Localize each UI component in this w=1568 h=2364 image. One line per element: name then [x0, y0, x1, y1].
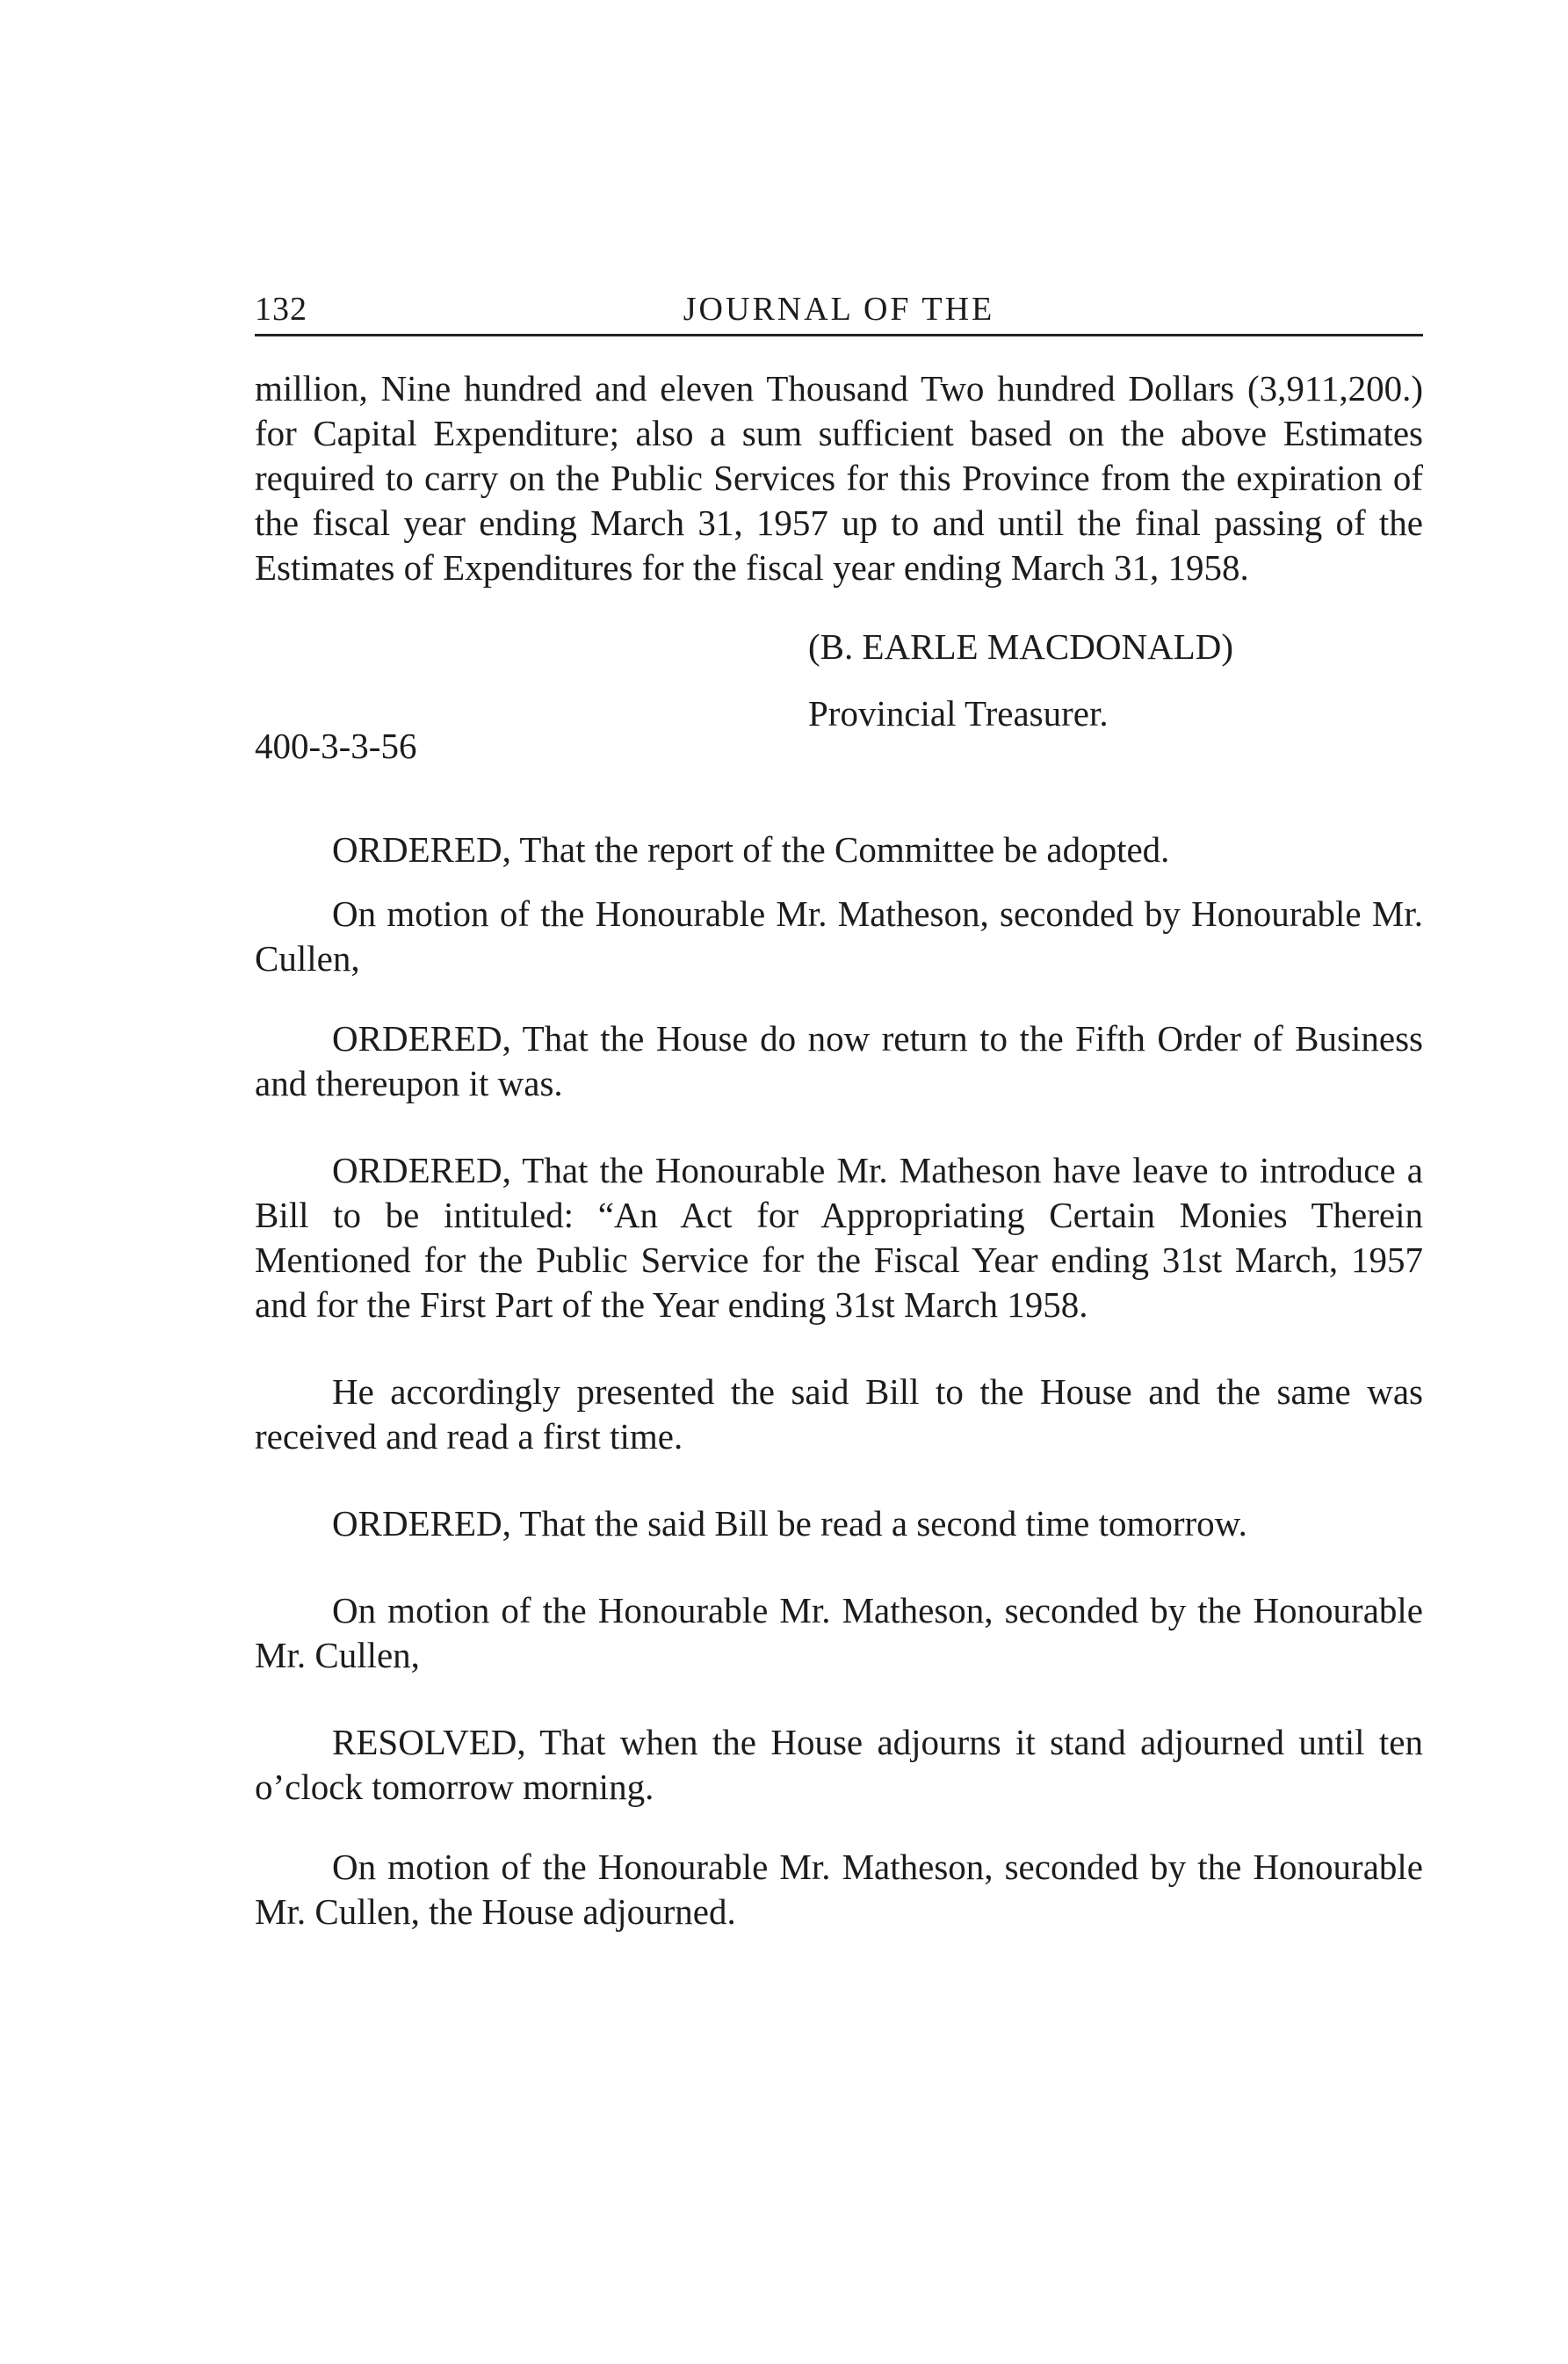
resolution-paragraph: RESOLVED, That when the House adjourns it stand adjourned until ten o’clock tomorrow morning.: [255, 1722, 1423, 1807]
order-paragraph: ORDERED, That the House do now return to the Fifth Order of Business and thereupon it was.: [255, 1018, 1423, 1103]
signature-block: [255, 625, 1423, 792]
statement-paragraph: He accordingly presented the said Bill to the House and the same was received and read a first time.: [255, 1371, 1423, 1457]
page-number: 132: [255, 291, 307, 328]
motion-paragraph: On motion of the Honourable Mr. Matheson, seconded by Honourable Mr. Cullen,: [255, 893, 1423, 979]
order-paragraph: ORDERED, That the said Bill be read a second time tomorrow.: [332, 1503, 1247, 1543]
running-title: JOURNAL OF THE: [683, 291, 995, 328]
running-header: [255, 290, 1423, 336]
order-paragraph: ORDERED, That the report of the Committee be adopted.: [332, 829, 1170, 870]
signature-title: Provincial Treasurer.: [808, 693, 1109, 734]
intro-paragraph: million, Nine hundred and eleven Thousand Two hundred Dollars (3,911,200.) for Capital Expenditure; also a sum sufficient based on the above Estimates required to carry on the Public Services for this Province from the expiration of the fiscal year ending March 31, 1957 up to and until the final passing of the Estimates of Expenditures for the fiscal year ending March 31, 1958.: [255, 368, 1423, 588]
journal-page: [255, 290, 1423, 1934]
motion-paragraph: On motion of the Honourable Mr. Matheson, seconded by the Honourable Mr. Cullen,: [255, 1590, 1423, 1675]
reference-number: 400-3-3-56: [255, 726, 417, 766]
signature-name: (B. EARLE MACDONALD): [808, 626, 1233, 667]
order-paragraph: ORDERED, That the Honourable Mr. Matheson have leave to introduce a Bill to be intituled: “An Act for Appropriating Certain Monies Therein Mentioned for the Public Service for the Fiscal Year ending 31st March, 1957 and for the First Part of the Year ending 31st March 1958.: [255, 1150, 1423, 1325]
motion-paragraph: On motion of the Honourable Mr. Matheson, seconded by the Honourable Mr. Cullen, the House adjourned.: [255, 1847, 1423, 1932]
